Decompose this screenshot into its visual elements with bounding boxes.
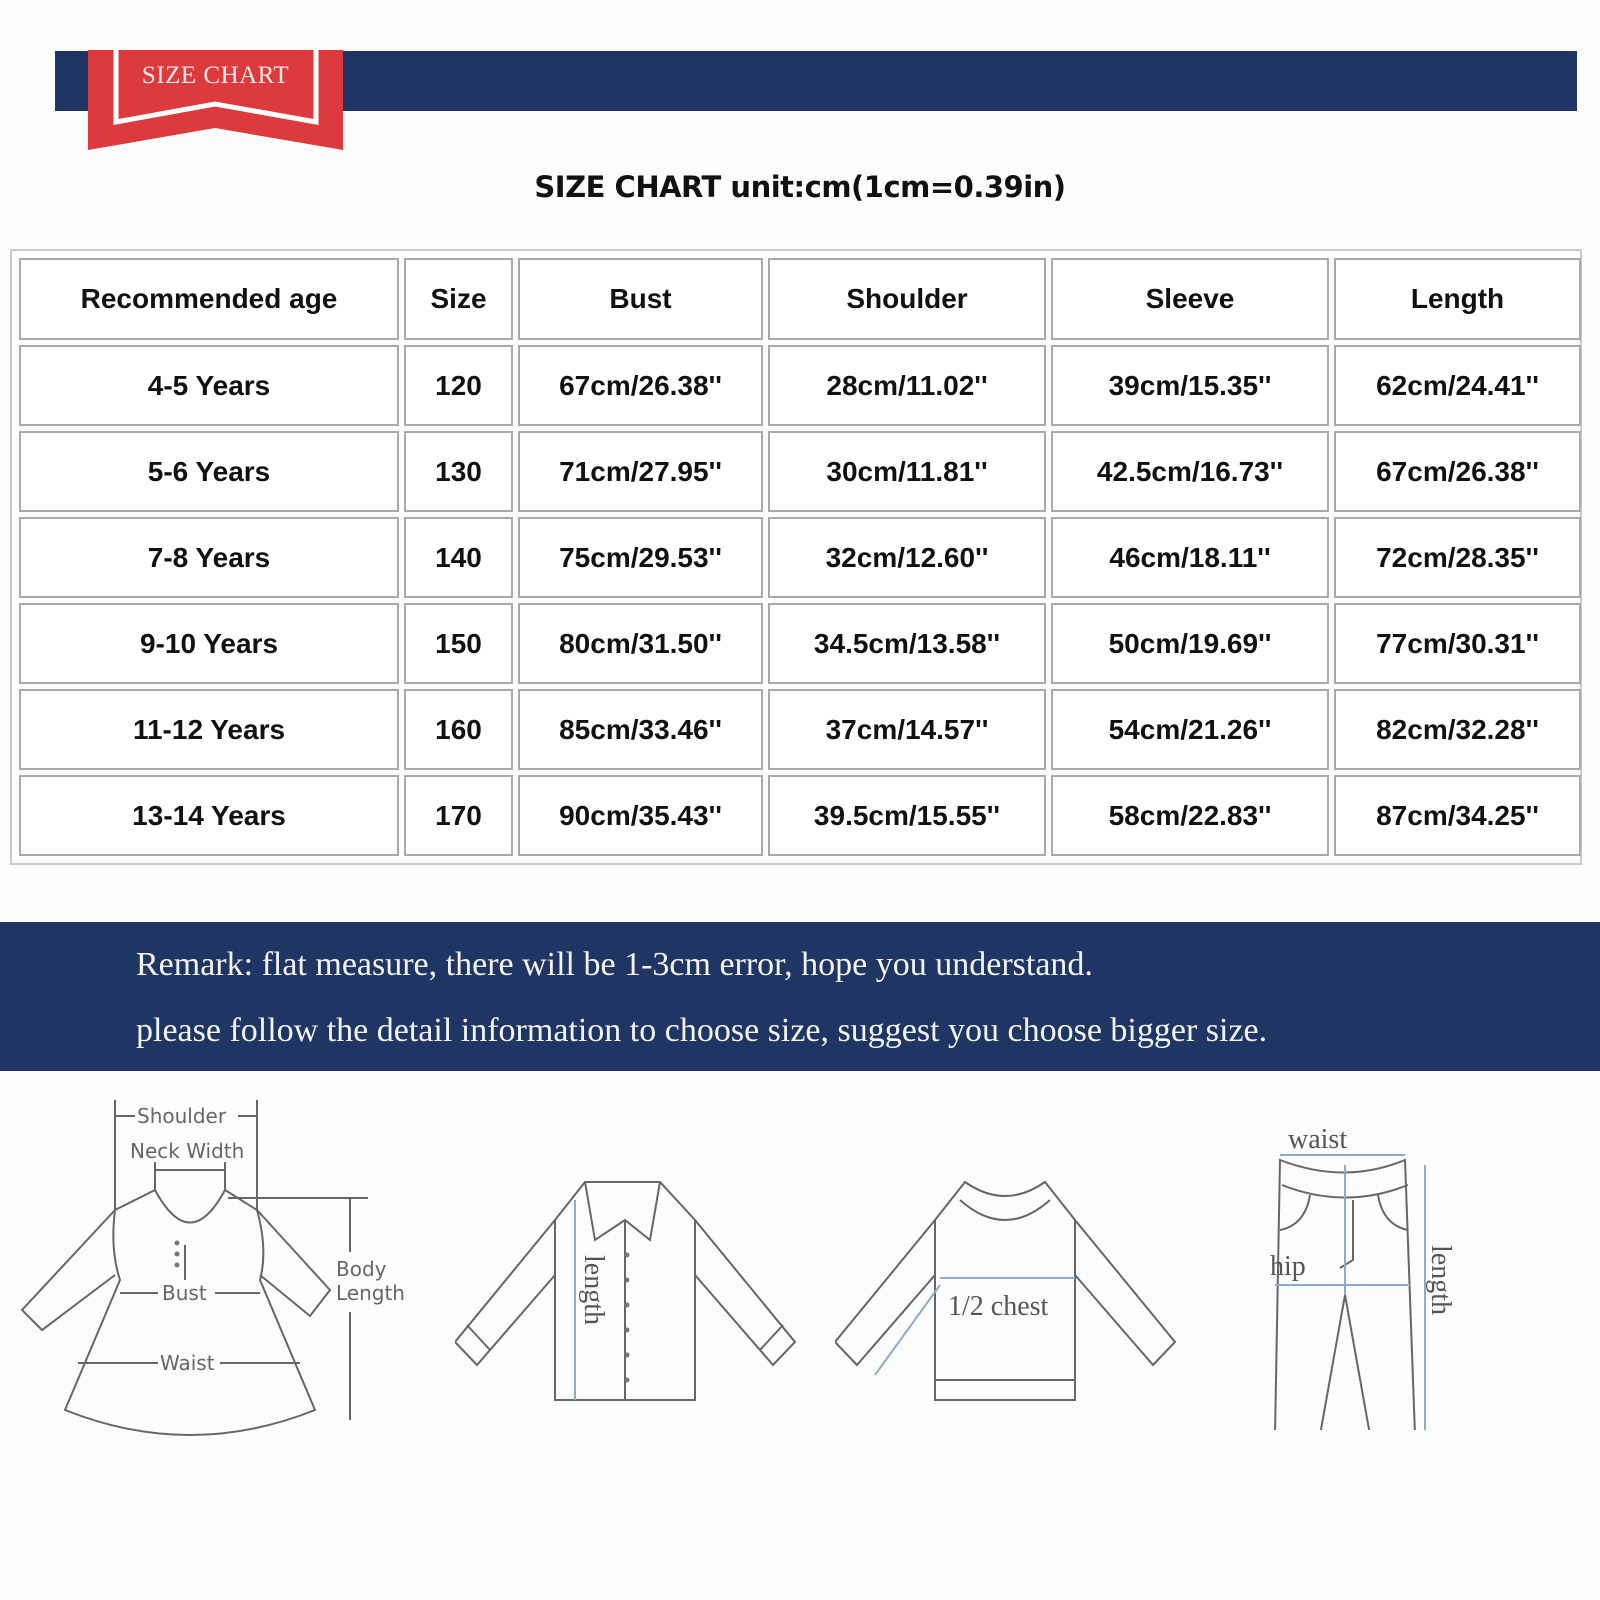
cell-sleeve: 54cm/21.26'' xyxy=(1051,689,1329,770)
dress-bust-label: Bust xyxy=(162,1281,207,1305)
shirt-length-label: length xyxy=(578,1255,609,1325)
cell-age: 13-14 Years xyxy=(19,775,399,856)
table-row xyxy=(19,517,1581,598)
cell-shoulder: 28cm/11.02'' xyxy=(768,345,1046,426)
cell-size: 150 xyxy=(404,603,513,684)
table-row xyxy=(19,775,1581,856)
cell-size: 170 xyxy=(404,775,513,856)
sweater-diagram-icon xyxy=(835,1180,1185,1440)
header-shoulder: Shoulder xyxy=(768,258,1046,340)
pants-hip-label: hip xyxy=(1270,1251,1306,1282)
shirt-diagram-icon xyxy=(455,1180,805,1440)
cell-bust: 80cm/31.50'' xyxy=(518,603,763,684)
dress-body-label: Body xyxy=(336,1257,387,1281)
header-sleeve: Sleeve xyxy=(1051,258,1329,340)
remark-line-2: please follow the detail information to choose size, suggest you choose bigger size. xyxy=(136,1012,1268,1049)
remark-banner xyxy=(0,922,1600,1071)
size-chart-ribbon xyxy=(88,50,343,150)
cell-shoulder: 30cm/11.81'' xyxy=(768,431,1046,512)
table-row xyxy=(19,603,1581,684)
cell-size: 120 xyxy=(404,345,513,426)
cell-size: 160 xyxy=(404,689,513,770)
cell-sleeve: 39cm/15.35'' xyxy=(1051,345,1329,426)
cell-length: 77cm/30.31'' xyxy=(1334,603,1581,684)
page-subtitle: SIZE CHART unit:cm(1cm=0.39in) xyxy=(534,170,1066,204)
measurement-diagrams xyxy=(0,1080,1600,1460)
cell-shoulder: 34.5cm/13.58'' xyxy=(768,603,1046,684)
cell-shoulder: 37cm/14.57'' xyxy=(768,689,1046,770)
cell-bust: 90cm/35.43'' xyxy=(518,775,763,856)
cell-sleeve: 42.5cm/16.73'' xyxy=(1051,431,1329,512)
cell-bust: 75cm/29.53'' xyxy=(518,517,763,598)
cell-length: 82cm/32.28'' xyxy=(1334,689,1581,770)
table-row xyxy=(19,431,1581,512)
pants-diagram-icon xyxy=(1260,1110,1500,1430)
dress-length-label: Length xyxy=(336,1281,405,1305)
cell-shoulder: 32cm/12.60'' xyxy=(768,517,1046,598)
ribbon-label: SIZE CHART xyxy=(141,62,290,89)
table-row xyxy=(19,689,1581,770)
dress-neck-label: Neck Width xyxy=(130,1139,245,1163)
cell-age: 11-12 Years xyxy=(19,689,399,770)
cell-bust: 71cm/27.95'' xyxy=(518,431,763,512)
cell-age: 7-8 Years xyxy=(19,517,399,598)
cell-length: 72cm/28.35'' xyxy=(1334,517,1581,598)
header-age: Recommended age xyxy=(19,258,399,340)
cell-length: 87cm/34.25'' xyxy=(1334,775,1581,856)
cell-size: 140 xyxy=(404,517,513,598)
dress-waist-label: Waist xyxy=(160,1351,215,1375)
cell-age: 5-6 Years xyxy=(19,431,399,512)
remark-line-1: Remark: flat measure, there will be 1-3cm error, hope you understand. xyxy=(136,946,1093,983)
cell-shoulder: 39.5cm/15.55'' xyxy=(768,775,1046,856)
cell-bust: 67cm/26.38'' xyxy=(518,345,763,426)
cell-bust: 85cm/33.46'' xyxy=(518,689,763,770)
cell-sleeve: 58cm/22.83'' xyxy=(1051,775,1329,856)
table-header-row xyxy=(19,258,1581,340)
header-bust: Bust xyxy=(518,258,763,340)
dress-diagram-icon xyxy=(10,1080,430,1460)
dress-shoulder-label: Shoulder xyxy=(137,1104,227,1128)
cell-age: 4-5 Years xyxy=(19,345,399,426)
header-length: Length xyxy=(1334,258,1581,340)
table-row xyxy=(19,345,1581,426)
sweater-chest-label: 1/2 chest xyxy=(948,1291,1049,1322)
cell-length: 62cm/24.41'' xyxy=(1334,345,1581,426)
cell-size: 130 xyxy=(404,431,513,512)
cell-length: 67cm/26.38'' xyxy=(1334,431,1581,512)
size-table xyxy=(10,249,1582,865)
cell-age: 9-10 Years xyxy=(19,603,399,684)
pants-length-label: length xyxy=(1425,1245,1456,1315)
cell-sleeve: 46cm/18.11'' xyxy=(1051,517,1329,598)
header-size: Size xyxy=(404,258,513,340)
cell-sleeve: 50cm/19.69'' xyxy=(1051,603,1329,684)
pants-waist-label: waist xyxy=(1288,1124,1348,1155)
